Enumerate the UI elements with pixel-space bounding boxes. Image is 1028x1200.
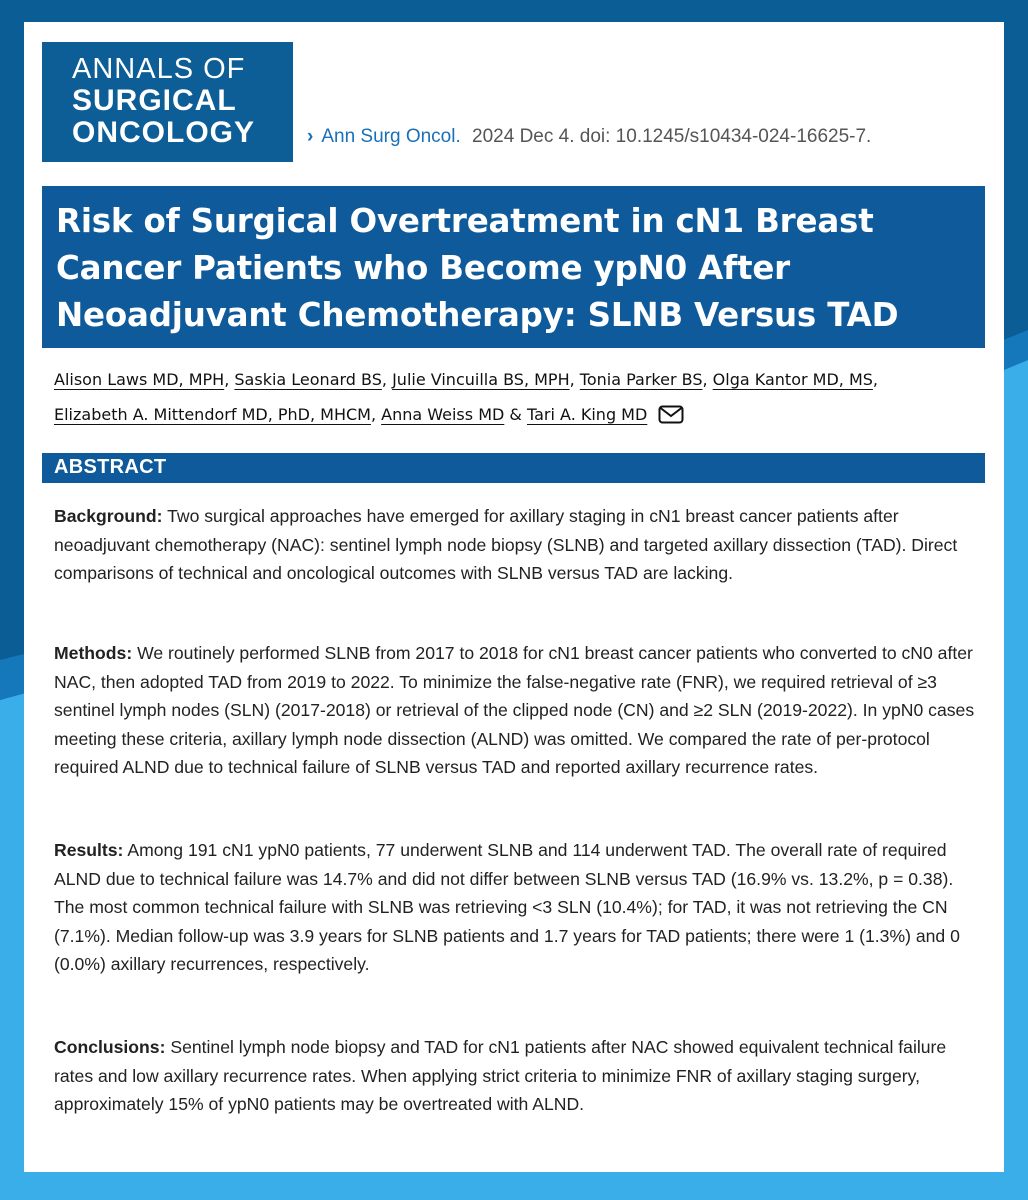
section-label: Background: — [54, 506, 163, 526]
author-separator: , — [370, 405, 377, 424]
envelope-icon[interactable] — [658, 405, 684, 424]
chevron-right-icon: › — [307, 126, 314, 147]
author-separator: , — [224, 370, 230, 389]
abstract-background — [54, 502, 979, 588]
author-link[interactable]: Saskia Leonard BS — [234, 370, 382, 389]
section-label: Results: — [54, 840, 124, 860]
author-separator: , — [569, 370, 575, 389]
author-separator: , — [381, 370, 387, 389]
author-link[interactable]: Julie Vincuilla BS, MPH — [392, 370, 570, 389]
citation — [307, 126, 871, 148]
section-text: Two surgical approaches have emerged for axillary staging in cN1 breast cancer patients after neoadjuvant chemotherapy (NAC): sentinel lymph node biopsy (SLNB) and targeted axillary dissection (TAD). Direct comparisons of technical and oncological outcomes with SLNB versus TAD are lacking. — [54, 506, 958, 584]
article-card — [24, 22, 1004, 1172]
article-title: Risk of Surgical Overtreatment in cN1 Breast Cancer Patients who Become ypN0 After Neoadjuvant Chemotherapy: SLNB Versus TAD — [56, 202, 899, 334]
author-list — [54, 362, 984, 432]
title-banner — [42, 186, 985, 348]
author-separator: , — [702, 370, 708, 389]
section-label: Methods: — [54, 643, 133, 663]
author-link[interactable]: Elizabeth A. Mittendorf MD, PhD, MHCM — [54, 405, 371, 424]
logo-line-annals: ANNALS OF — [72, 53, 246, 85]
logo-line-oncology: ONCOLOGY — [72, 116, 256, 149]
author-separator: , — [872, 370, 878, 389]
citation-details: 2024 Dec 4. doi: 10.1245/s10434-024-16625-7. — [472, 126, 872, 147]
abstract-conclusions — [54, 1033, 979, 1119]
author-link[interactable]: Tonia Parker BS — [579, 370, 703, 389]
section-label: Conclusions: — [54, 1037, 166, 1057]
author-link[interactable]: Olga Kantor MD, MS — [712, 370, 873, 389]
section-text: Among 191 cN1 ypN0 patients, 77 underwent SLNB and 114 underwent TAD. The overall rate of required ALND due to technical failure was 14.7% and did not differ between SLNB versus TAD (16.9% vs. 13.2%, p = 0.38). The most common technical failure with SLNB was retrieving <3 SLN (10.4%); for TAD, it was not retrieving the CN (7.1%). Median follow-up was 3.9 years for SLNB patients and 1.7 years for TAD patients; there were 1 (1.3%) and 0 (0.0%) axillary recurrences, respectively. — [54, 840, 960, 975]
section-text: Sentinel lymph node biopsy and TAD for cN1 patients after NAC showed equivalent technical failure rates and low axillary recurrence rates. When applying strict criteria to minimize FNR of axillary staging surgery, approximately 15% of ypN0 patients may be overtreated with ALND. — [54, 1037, 947, 1115]
author-separator: & — [509, 405, 522, 424]
section-text: We routinely performed SLNB from 2017 to 2018 for cN1 breast cancer patients who converted to cN0 after NAC, then adopted TAD from 2019 to 2022. To minimize the false-negative rate (FNR), we required retrieval of ≥3 sentinel lymph nodes (SLN) (2017-2018) or retrieval of the clipped node (CN) and ≥2 SLN (2019-2022). In ypN0 cases meeting these criteria, axillary lymph node dissection (ALND) was omitted. We compared the rate of per-protocol required ALND due to technical failure of SLNB versus TAD and reported axillary recurrence rates. — [54, 643, 975, 778]
journal-link[interactable]: Ann Surg Oncol. — [321, 126, 461, 147]
author-link[interactable]: Anna Weiss MD — [381, 405, 505, 424]
abstract-heading: ABSTRACT — [42, 453, 985, 483]
logo-line-surgical: SURGICAL — [72, 84, 237, 117]
author-link[interactable]: Alison Laws MD, MPH — [54, 370, 225, 389]
abstract-results — [54, 836, 979, 979]
author-link[interactable]: Tari A. King MD — [526, 405, 648, 424]
journal-logo[interactable] — [42, 42, 293, 162]
abstract-methods — [54, 639, 979, 782]
